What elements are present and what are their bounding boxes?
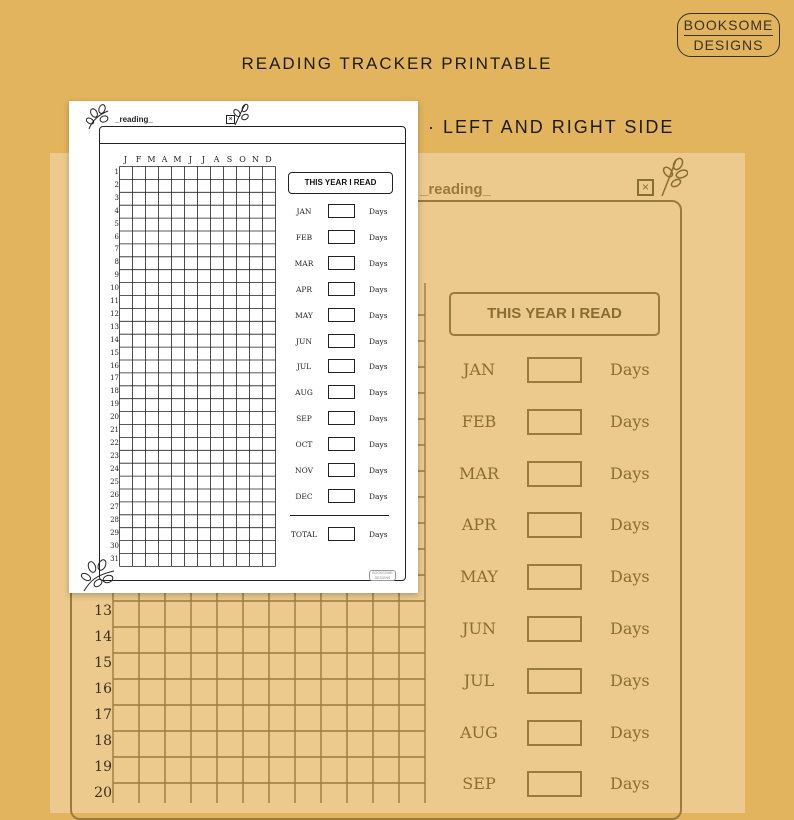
mini-logo-line2: DESIGNS [374, 576, 391, 580]
month-label: DEC [295, 491, 313, 501]
month-input-box[interactable] [328, 308, 355, 322]
days-label: Days [369, 491, 388, 501]
day-row-number: 30 [110, 542, 119, 551]
day-row-number: 7 [114, 245, 119, 254]
days-label: Days [369, 440, 388, 450]
zoomed-row-number: 18 [94, 733, 112, 749]
day-row-number: 10 [110, 284, 119, 293]
zoomed-month-input-box[interactable] [527, 357, 582, 383]
month-letter: A [213, 155, 220, 164]
day-row-number: 20 [110, 413, 119, 422]
month-letter: S [226, 155, 233, 164]
zoomed-row-number: 16 [94, 681, 112, 697]
zoomed-month-label: JAN [463, 360, 495, 379]
day-row-number: 8 [114, 258, 119, 267]
days-label: Days [369, 207, 388, 216]
month-input-box[interactable] [328, 204, 355, 218]
zoomed-row-number: 14 [94, 629, 112, 645]
month-input-box[interactable] [328, 230, 355, 244]
days-label: Days [369, 414, 388, 424]
zoomed-month-input-box[interactable] [527, 512, 582, 538]
month-input-box[interactable] [328, 411, 355, 425]
total-divider [290, 515, 389, 516]
zoomed-month-input-box[interactable] [527, 668, 582, 694]
day-row-number: 12 [110, 309, 119, 318]
days-label: Days [369, 258, 388, 268]
month-letter: A [161, 155, 168, 164]
mini-brand-logo [369, 570, 396, 581]
day-row-number: 9 [114, 271, 119, 280]
zoomed-row-number: 15 [94, 655, 112, 671]
month-input-box[interactable] [328, 334, 355, 348]
month-label: MAY [295, 310, 313, 320]
tracker-grid [119, 166, 277, 570]
month-letter: D [265, 155, 272, 164]
zoomed-month-label: AUG [460, 722, 498, 742]
zoomed-days-label: Days [610, 411, 650, 431]
flower-doodle-icon [86, 103, 112, 131]
month-letter: J [201, 155, 206, 164]
zoomed-month-input-box[interactable] [527, 771, 582, 797]
zoomed-month-input-box[interactable] [527, 616, 582, 642]
day-row-number: 1 [114, 168, 119, 176]
zoomed-month-label: FEB [461, 411, 497, 431]
brand-logo [677, 13, 780, 57]
days-label: Days [369, 388, 388, 398]
zoomed-row-number: 20 [94, 785, 112, 801]
month-letter: J [123, 155, 128, 164]
zoomed-month-input-box[interactable] [527, 720, 582, 746]
zoomed-days-label: Days [610, 515, 650, 535]
zoomed-month-input-box[interactable] [527, 461, 582, 487]
month-label: AUG [295, 388, 313, 398]
month-label: OCT [295, 440, 313, 450]
zoomed-month-input-box[interactable] [527, 409, 582, 435]
days-label: Days [369, 310, 388, 320]
day-row-number: 4 [114, 206, 119, 215]
day-row-number: 25 [110, 477, 119, 486]
day-row-number: 5 [114, 219, 119, 228]
total-input-box[interactable] [328, 527, 355, 541]
month-input-box[interactable] [328, 437, 355, 451]
zoomed-month-label: JUN [462, 619, 496, 638]
days-label: Days [369, 336, 388, 346]
day-row-number: 26 [110, 490, 119, 499]
month-input-box[interactable] [328, 463, 355, 477]
days-label: Days [369, 466, 388, 475]
month-letter: O [239, 155, 246, 164]
days-label: Days [369, 232, 388, 242]
month-input-box[interactable] [328, 282, 355, 296]
page-subtitle: · LEFT AND RIGHT SIDE [428, 117, 675, 137]
days-label: Days [369, 362, 388, 372]
days-label: Days [369, 284, 388, 294]
month-letter: M [147, 155, 156, 164]
day-row-number: 21 [110, 426, 119, 434]
frame-divider [99, 143, 406, 144]
zoomed-days-label: Days [610, 619, 650, 638]
day-row-number: 23 [110, 451, 119, 460]
zoomed-row-number: 13 [94, 603, 112, 619]
month-label: SEP [296, 414, 312, 424]
zoomed-flower-doodle-icon [656, 156, 688, 198]
zoomed-days-label: Days [610, 463, 650, 483]
zoomed-month-label: JUL [463, 670, 495, 690]
day-row-number: 13 [110, 322, 119, 331]
month-label: JAN [296, 207, 312, 216]
month-letter: F [135, 155, 142, 164]
zoomed-month-label: SEP [462, 774, 496, 794]
zoomed-brand-label: _reading_ [420, 181, 491, 198]
day-row-number: 27 [110, 503, 119, 512]
zoomed-month-label: MAR [459, 463, 499, 483]
zoomed-this-year-box: THIS YEAR I READ [449, 292, 660, 336]
zoomed-days-label: Days [610, 360, 650, 379]
flower-doodle-icon [231, 103, 251, 127]
day-row-number: 16 [110, 361, 119, 370]
brand-logo-line2: DESIGNS [684, 35, 773, 55]
day-row-number: 18 [110, 387, 119, 396]
brand-logo-line1: BOOKSOME [683, 17, 774, 33]
zoomed-days-label: Days [610, 774, 650, 794]
day-row-number: 15 [110, 348, 119, 357]
month-letter: J [188, 155, 193, 164]
zoomed-close-icon: × [637, 179, 654, 196]
total-days-label: Days [369, 530, 388, 539]
month-letter: M [173, 155, 182, 164]
day-row-number: 24 [110, 464, 119, 473]
day-row-number: 17 [110, 374, 119, 383]
day-row-number: 3 [114, 193, 119, 202]
month-input-box[interactable] [328, 385, 355, 399]
month-input-box[interactable] [328, 489, 355, 503]
month-label: JUL [296, 362, 312, 372]
day-row-number: 31 [110, 555, 119, 563]
month-input-box[interactable] [328, 359, 355, 373]
day-row-number: 22 [110, 438, 119, 447]
day-row-number: 2 [114, 180, 119, 189]
zoomed-days-label: Days [610, 670, 650, 690]
day-row-number: 11 [110, 297, 119, 305]
month-label: NOV [295, 466, 313, 475]
page-title: READING TRACKER PRINTABLE [241, 54, 553, 73]
zoomed-row-number: 17 [94, 707, 112, 723]
zoomed-month-input-box[interactable] [527, 564, 582, 590]
day-row-number: 19 [110, 400, 119, 409]
zoomed-month-label: MAY [460, 567, 498, 587]
day-row-number: 28 [110, 516, 119, 525]
day-row-number: 29 [110, 529, 119, 538]
month-label: JUN [296, 336, 312, 346]
month-input-box[interactable] [328, 256, 355, 270]
month-label: MAR [294, 258, 314, 268]
zoomed-days-label: Days [610, 722, 650, 742]
this-year-read-box: THIS YEAR I READ [288, 172, 393, 194]
zoomed-days-label: Days [610, 567, 650, 587]
month-label: APR [295, 284, 313, 294]
day-row-number: 14 [110, 335, 119, 344]
brand-label: _reading_ [115, 115, 153, 124]
zoomed-month-label: APR [461, 515, 497, 535]
zoomed-row-number: 19 [94, 759, 112, 775]
mini-logo-line1: BOOKSOME [372, 571, 393, 575]
close-icon: × [226, 115, 235, 124]
month-letter: N [252, 155, 259, 164]
total-label: TOTAL [290, 530, 318, 539]
month-label: FEB [295, 232, 313, 242]
day-row-number: 6 [114, 232, 119, 241]
